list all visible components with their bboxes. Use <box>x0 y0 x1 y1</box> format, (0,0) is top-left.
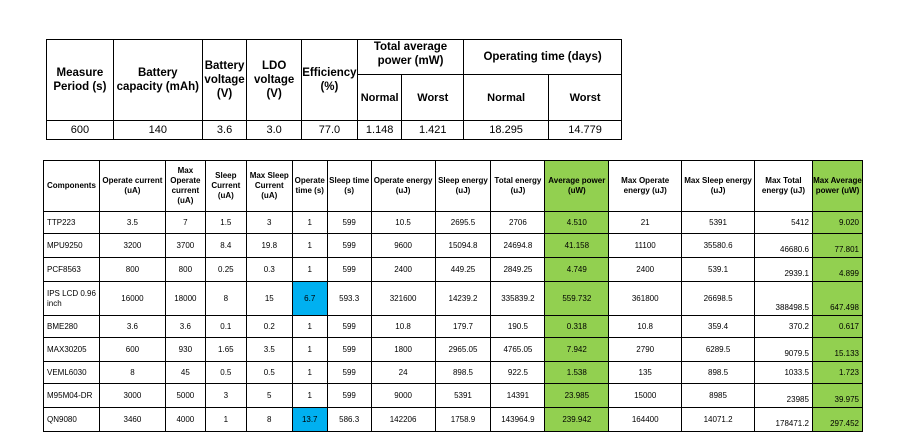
cell-max-sleep-current: 3.5 <box>246 338 292 362</box>
cell-components: QN9080 <box>44 408 100 432</box>
header-operate-time: Operate time (s) <box>292 161 327 212</box>
cell-average-power: 1.538 <box>545 362 609 384</box>
header-max-operate-energy: Max Operate energy (uJ) <box>609 161 682 212</box>
cell-max-average-power: 9.020 <box>812 212 862 234</box>
cell-operate-current: 3460 <box>99 408 165 432</box>
header-power-normal: Normal <box>357 75 402 121</box>
cell-max-sleep-current: 0.3 <box>246 258 292 282</box>
cell-operate-time: 1 <box>292 316 327 338</box>
cell-max-average-power: 297.452 <box>812 408 862 432</box>
cell-max-operate-current: 3700 <box>165 234 205 258</box>
cell-operate-time: 1 <box>292 338 327 362</box>
cell-sleep-energy: 15094.8 <box>435 234 491 258</box>
cell-max-average-power: 1.723 <box>812 362 862 384</box>
cell-sleep-time: 599 <box>327 384 371 408</box>
cell-operate-time: 1 <box>292 234 327 258</box>
header-components: Components <box>44 161 100 212</box>
cell-max-total-energy: 370.2 <box>754 316 812 338</box>
cell-operate-time: 1 <box>292 258 327 282</box>
cell-average-power: 23.985 <box>545 384 609 408</box>
cell-max-sleep-energy: 14071.2 <box>682 408 755 432</box>
cell-sleep-current: 3 <box>205 384 246 408</box>
cell-sleep-time: 599 <box>327 338 371 362</box>
cell-sleep-current: 0.1 <box>205 316 246 338</box>
cell-max-operate-energy: 11100 <box>609 234 682 258</box>
cell-max-sleep-current: 0.5 <box>246 362 292 384</box>
table-row <box>44 408 863 432</box>
header-average-power: Average power (uW) <box>545 161 609 212</box>
cell-max-sleep-current: 19.8 <box>246 234 292 258</box>
cell-max-sleep-energy: 5391 <box>682 212 755 234</box>
cell-components: M95M04-DR <box>44 384 100 408</box>
value-measure-period: 600 <box>47 121 114 140</box>
table-row <box>44 316 863 338</box>
cell-max-total-energy: 23985 <box>754 384 812 408</box>
cell-max-operate-current: 800 <box>165 258 205 282</box>
cell-average-power: 41.158 <box>545 234 609 258</box>
cell-max-operate-current: 45 <box>165 362 205 384</box>
cell-max-sleep-current: 0.2 <box>246 316 292 338</box>
cell-max-sleep-energy: 35580.6 <box>682 234 755 258</box>
cell-operate-time: 13.7 <box>292 408 327 432</box>
header-time-worst: Worst <box>549 75 622 121</box>
cell-max-operate-energy: 2790 <box>609 338 682 362</box>
cell-max-operate-current: 4000 <box>165 408 205 432</box>
cell-sleep-energy: 2695.5 <box>435 212 491 234</box>
cell-sleep-time: 593.3 <box>327 282 371 316</box>
value-time-normal: 18.295 <box>464 121 549 140</box>
cell-total-energy: 335839.2 <box>491 282 545 316</box>
cell-sleep-current: 1 <box>205 408 246 432</box>
cell-components: MAX30205 <box>44 338 100 362</box>
cell-sleep-energy: 14239.2 <box>435 282 491 316</box>
table-row <box>44 258 863 282</box>
components-header-row <box>44 161 863 212</box>
cell-operate-current: 8 <box>99 362 165 384</box>
header-battery-voltage: Battery voltage (V) <box>202 40 247 121</box>
cell-sleep-time: 599 <box>327 362 371 384</box>
value-power-worst: 1.421 <box>402 121 464 140</box>
cell-total-energy: 2849.25 <box>491 258 545 282</box>
cell-average-power: 239.942 <box>545 408 609 432</box>
cell-max-total-energy: 9079.5 <box>754 338 812 362</box>
cell-max-sleep-energy: 6289.5 <box>682 338 755 362</box>
header-battery-capacity: Battery capacity (mAh) <box>113 40 202 121</box>
cell-sleep-energy: 449.25 <box>435 258 491 282</box>
cell-max-average-power: 77.801 <box>812 234 862 258</box>
header-operate-energy: Operate energy (uJ) <box>371 161 435 212</box>
cell-max-operate-current: 7 <box>165 212 205 234</box>
value-ldo-voltage: 3.0 <box>247 121 302 140</box>
table-row <box>44 338 863 362</box>
cell-operate-current: 3.5 <box>99 212 165 234</box>
cell-sleep-current: 1.5 <box>205 212 246 234</box>
cell-max-operate-energy: 10.8 <box>609 316 682 338</box>
cell-max-sleep-energy: 539.1 <box>682 258 755 282</box>
header-ldo-voltage: LDO voltage (V) <box>247 40 302 121</box>
cell-components: TTP223 <box>44 212 100 234</box>
cell-operate-time: 1 <box>292 384 327 408</box>
header-time-normal: Normal <box>464 75 549 121</box>
cell-sleep-current: 0.25 <box>205 258 246 282</box>
cell-max-operate-energy: 135 <box>609 362 682 384</box>
cell-operate-time: 6.7 <box>292 282 327 316</box>
table-row <box>44 384 863 408</box>
cell-components: PCF8563 <box>44 258 100 282</box>
cell-operate-energy: 10.5 <box>371 212 435 234</box>
cell-operate-current: 800 <box>99 258 165 282</box>
cell-max-sleep-current: 3 <box>246 212 292 234</box>
header-max-total-energy: Max Total energy (uJ) <box>754 161 812 212</box>
header-operate-current: Operate current (uA) <box>99 161 165 212</box>
cell-max-average-power: 39.975 <box>812 384 862 408</box>
components-body <box>44 161 863 432</box>
cell-max-average-power: 15.133 <box>812 338 862 362</box>
cell-sleep-time: 586.3 <box>327 408 371 432</box>
cell-sleep-time: 599 <box>327 258 371 282</box>
cell-average-power: 4.510 <box>545 212 609 234</box>
cell-total-energy: 4765.05 <box>491 338 545 362</box>
cell-max-operate-energy: 361800 <box>609 282 682 316</box>
cell-max-sleep-current: 15 <box>246 282 292 316</box>
cell-total-energy: 24694.8 <box>491 234 545 258</box>
header-measure-period: Measure Period (s) <box>47 40 114 121</box>
cell-operate-time: 1 <box>292 212 327 234</box>
cell-sleep-time: 599 <box>327 316 371 338</box>
cell-average-power: 7.942 <box>545 338 609 362</box>
cell-operate-current: 16000 <box>99 282 165 316</box>
cell-total-energy: 2706 <box>491 212 545 234</box>
cell-max-average-power: 0.617 <box>812 316 862 338</box>
cell-average-power: 0.318 <box>545 316 609 338</box>
header-total-energy: Total energy (uJ) <box>491 161 545 212</box>
cell-max-total-energy: 1033.5 <box>754 362 812 384</box>
cell-max-sleep-energy: 8985 <box>682 384 755 408</box>
header-total-average-power <box>357 40 463 75</box>
cell-max-sleep-current: 5 <box>246 384 292 408</box>
cell-sleep-current: 1.65 <box>205 338 246 362</box>
cell-max-operate-energy: 15000 <box>609 384 682 408</box>
value-battery-voltage: 3.6 <box>202 121 247 140</box>
cell-operate-current: 3200 <box>99 234 165 258</box>
cell-max-operate-energy: 2400 <box>609 258 682 282</box>
value-efficiency: 77.0 <box>301 121 357 140</box>
cell-max-operate-current: 930 <box>165 338 205 362</box>
cell-max-operate-energy: 164400 <box>609 408 682 432</box>
cell-max-total-energy: 178471.2 <box>754 408 812 432</box>
cell-sleep-current: 8.4 <box>205 234 246 258</box>
cell-sleep-energy: 898.5 <box>435 362 491 384</box>
summary-table <box>46 39 622 140</box>
table-row <box>44 282 863 316</box>
cell-operate-energy: 1800 <box>371 338 435 362</box>
cell-sleep-energy: 179.7 <box>435 316 491 338</box>
cell-operate-energy: 2400 <box>371 258 435 282</box>
cell-max-total-energy: 46680.6 <box>754 234 812 258</box>
cell-operate-energy: 9000 <box>371 384 435 408</box>
cell-max-sleep-energy: 26698.5 <box>682 282 755 316</box>
cell-operate-energy: 321600 <box>371 282 435 316</box>
value-time-worst: 14.779 <box>549 121 622 140</box>
components-table <box>43 160 863 432</box>
value-power-normal: 1.148 <box>357 121 402 140</box>
header-sleep-current: Sleep Current (uA) <box>205 161 246 212</box>
cell-operate-time: 1 <box>292 362 327 384</box>
cell-components: BME280 <box>44 316 100 338</box>
cell-max-total-energy: 388498.5 <box>754 282 812 316</box>
cell-max-sleep-current: 8 <box>246 408 292 432</box>
cell-operate-current: 3.6 <box>99 316 165 338</box>
cell-sleep-current: 0.5 <box>205 362 246 384</box>
header-operating-time: Operating time (days) <box>464 40 622 75</box>
cell-operate-energy: 10.8 <box>371 316 435 338</box>
cell-max-sleep-energy: 359.4 <box>682 316 755 338</box>
table-row <box>44 234 863 258</box>
header-efficiency: Efficiency (%) <box>301 40 357 121</box>
cell-operate-energy: 24 <box>371 362 435 384</box>
cell-components: VEML6030 <box>44 362 100 384</box>
cell-max-operate-current: 5000 <box>165 384 205 408</box>
cell-sleep-time: 599 <box>327 212 371 234</box>
cell-max-total-energy: 2939.1 <box>754 258 812 282</box>
header-sleep-energy: Sleep energy (uJ) <box>435 161 491 212</box>
cell-operate-energy: 9600 <box>371 234 435 258</box>
cell-total-energy: 14391 <box>491 384 545 408</box>
cell-sleep-energy: 1758.9 <box>435 408 491 432</box>
table-row <box>44 362 863 384</box>
cell-operate-current: 600 <box>99 338 165 362</box>
header-max-sleep-current: Max Sleep Current (uA) <box>246 161 292 212</box>
cell-max-operate-current: 3.6 <box>165 316 205 338</box>
cell-sleep-energy: 5391 <box>435 384 491 408</box>
header-max-sleep-energy: Max Sleep energy (uJ) <box>682 161 755 212</box>
cell-max-operate-energy: 21 <box>609 212 682 234</box>
table-row <box>44 212 863 234</box>
cell-average-power: 4.749 <box>545 258 609 282</box>
cell-total-energy: 143964.9 <box>491 408 545 432</box>
header-power-worst: Worst <box>402 75 464 121</box>
header-max-average-power: Max Average power (uW) <box>812 161 862 212</box>
cell-operate-current: 3000 <box>99 384 165 408</box>
header-sleep-time: Sleep time (s) <box>327 161 371 212</box>
cell-max-operate-current: 18000 <box>165 282 205 316</box>
cell-components: IPS LCD 0.96 inch <box>44 282 100 316</box>
cell-operate-energy: 142206 <box>371 408 435 432</box>
cell-total-energy: 922.5 <box>491 362 545 384</box>
cell-sleep-energy: 2965.05 <box>435 338 491 362</box>
value-battery-capacity: 140 <box>113 121 202 140</box>
cell-average-power: 559.732 <box>545 282 609 316</box>
cell-sleep-time: 599 <box>327 234 371 258</box>
header-total-average-power-text: Total average power (mW) <box>373 41 448 67</box>
header-max-operate-current: Max Operate current (uA) <box>165 161 205 212</box>
cell-max-sleep-energy: 898.5 <box>682 362 755 384</box>
cell-max-average-power: 4.899 <box>812 258 862 282</box>
cell-max-total-energy: 5412 <box>754 212 812 234</box>
cell-max-average-power: 647.498 <box>812 282 862 316</box>
cell-sleep-current: 8 <box>205 282 246 316</box>
cell-components: MPU9250 <box>44 234 100 258</box>
cell-total-energy: 190.5 <box>491 316 545 338</box>
